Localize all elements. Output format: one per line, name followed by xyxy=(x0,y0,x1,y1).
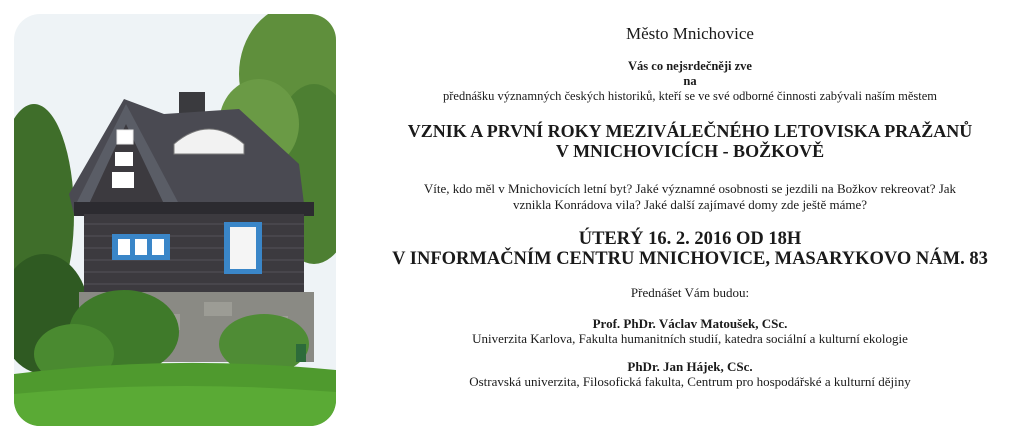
lecture-title-line-1: VZNIK A PRVNÍ ROKY MEZIVÁLEČNÉHO LETOVISKA PRAŽANŮ xyxy=(407,121,973,141)
event-details xyxy=(380,229,1000,270)
lecture-title-line-2: V MNICHOVICÍCH - BOŽKOVĚ xyxy=(555,140,825,161)
organizer-name: Město Mnichovice xyxy=(626,24,754,43)
invite-line: Vás co nejsrdečněji zve xyxy=(628,59,752,73)
lecture-description: přednášku významných českých historiků, kteří se ve své odborné činnosti zabývali naším městem xyxy=(443,89,937,103)
event-place: V INFORMAČNÍM CENTRU MNICHOVICE, MASARYKOVO NÁM. 83 xyxy=(392,249,988,270)
event-date: ÚTERÝ 16. 2. 2016 OD 18H xyxy=(578,229,802,249)
speaker-name: Prof. PhDr. Václav Matoušek, CSc. xyxy=(592,316,788,331)
speaker-affiliation: Univerzita Karlova, Fakulta humanitních studií, katedra sociální a kulturní ekologie xyxy=(472,331,908,346)
invitation-text xyxy=(380,0,1000,440)
villa-photo xyxy=(14,14,336,426)
teaser-line-1: Víte, kdo měl v Mnichovicích letní byt? Jaké významné osobnosti se jezdili na Božkov rekreovat? Jak xyxy=(423,181,957,196)
speakers-intro: Přednášet Vám budou: xyxy=(630,285,750,300)
teaser-questions xyxy=(380,181,1000,214)
lecture-title xyxy=(380,122,1000,162)
speaker-affiliation: Ostravská univerzita, Filosofická fakulta, Centrum pro hospodářské a kulturní dějiny xyxy=(469,374,911,389)
invite-connector: na xyxy=(683,74,697,88)
speaker-name: PhDr. Jan Hájek, CSc. xyxy=(627,359,753,374)
teaser-line-2: vznikla Konrádova vila? Jaké další zajímavé domy zde ještě máme? xyxy=(512,197,868,213)
